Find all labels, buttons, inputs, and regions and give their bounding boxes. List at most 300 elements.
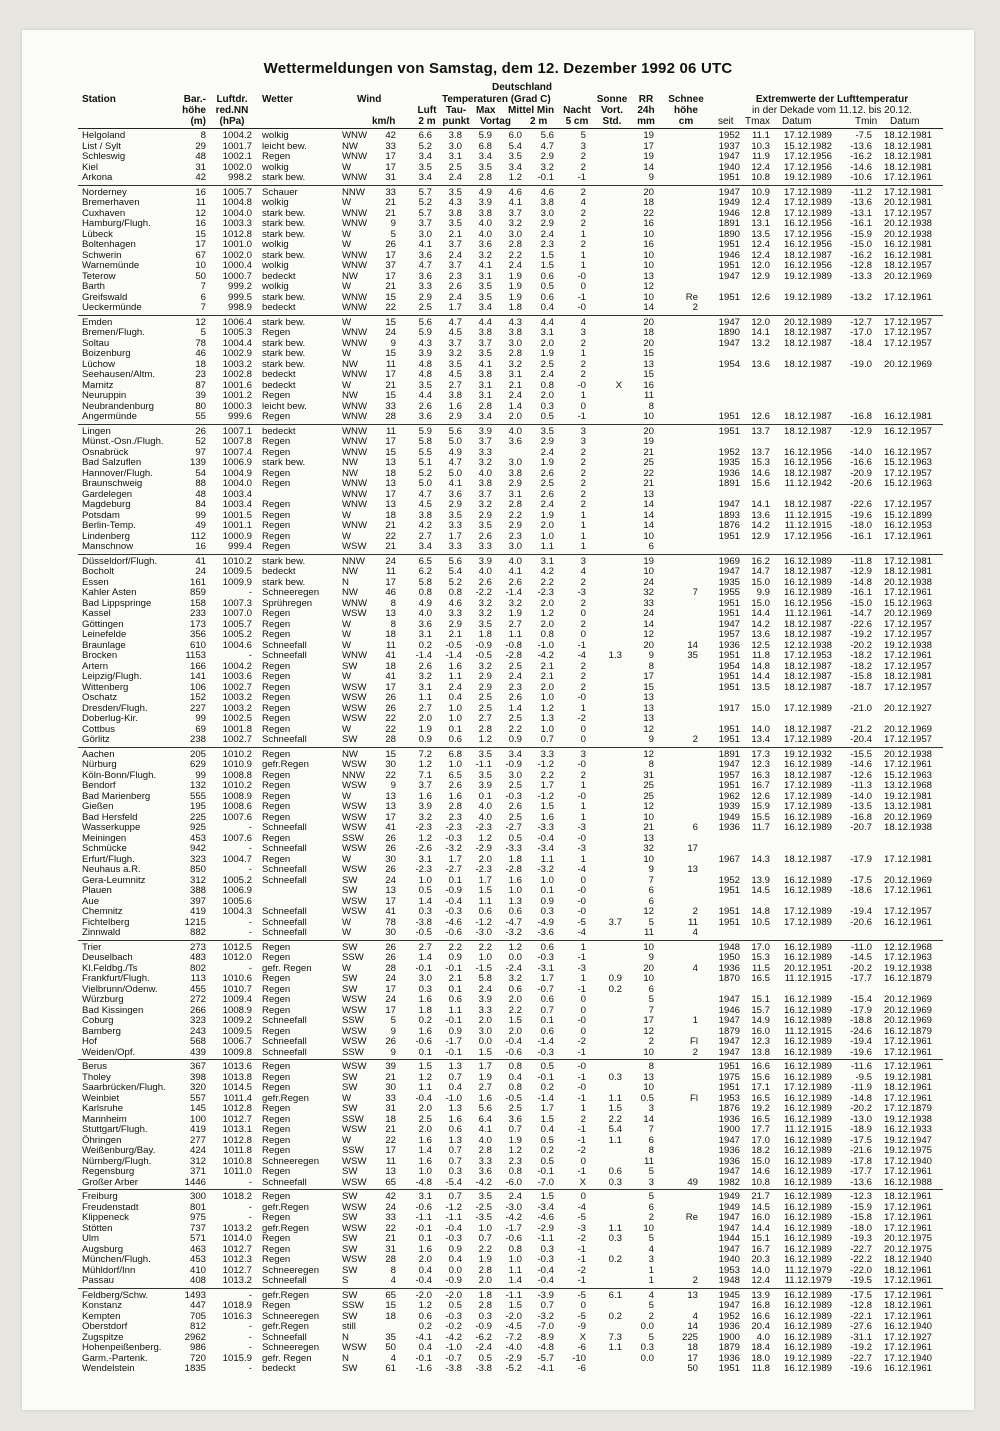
cell-wind-dir: NW	[342, 587, 358, 598]
cell-tmax-datum: 17.12.1956	[783, 161, 832, 173]
table-row	[22, 479, 974, 489]
cell-wind-speed: 42	[385, 130, 396, 141]
cell-taupunkt: 0.6	[448, 734, 462, 745]
cell-taupunkt: 0.1	[448, 983, 462, 995]
cell-rr: 9	[648, 952, 654, 963]
cell-max: 2.6	[478, 576, 492, 588]
cell-taupunkt: 3.5	[448, 358, 462, 370]
cell-luft: -0.6	[415, 1201, 432, 1213]
cell-mittel: 3.0	[508, 541, 522, 552]
cell-wetter: gefr. Regen	[262, 962, 312, 974]
cell-luftdruck: 1007.8	[222, 436, 252, 447]
cell-tmax: 13.1	[751, 218, 770, 229]
cell-mittel: -4.7	[505, 916, 522, 928]
cell-tmin-datum: 19.12.1938	[883, 962, 932, 974]
cell-max: 1.9	[478, 1254, 492, 1265]
cell-min: 4.4	[540, 316, 554, 328]
cell-seit: 1947	[718, 151, 740, 162]
cell-max: 4.9	[478, 186, 492, 198]
cell-seit: 1917	[718, 702, 740, 714]
cell-taupunkt: 0.9	[448, 1243, 462, 1255]
cell-wind-speed: 41	[385, 906, 396, 917]
cell-wetter: Schneefall	[262, 1036, 307, 1047]
cell-max: 2.9	[478, 681, 492, 693]
cell-tmax: 12.3	[751, 759, 770, 770]
cell-luftdruck: 1012.8	[222, 228, 252, 240]
cell-luftdruck: 999.4	[227, 541, 252, 552]
cell-seit: 1967	[718, 853, 740, 865]
cell-tmax: 16.7	[751, 1243, 770, 1255]
cell-luftdruck: -	[248, 1201, 252, 1213]
cell-luft: 5.9	[418, 327, 432, 338]
cell-luftdruck: 1007.0	[222, 608, 252, 619]
cell-wetter: Schauer	[262, 186, 298, 198]
cell-tmin: -19.2	[850, 629, 872, 640]
cell-luft: 5.8	[418, 576, 432, 588]
cell-mittel: 0.0	[508, 952, 522, 963]
cell-max: -3.5	[475, 1212, 492, 1223]
cell-nacht: 1	[580, 249, 586, 261]
cell-station: Hamburg/Flugh.	[82, 218, 151, 229]
cell-tmin-datum: 18.12.1961	[883, 1191, 932, 1202]
cell-tmax-datum: 18.12.1987	[783, 327, 832, 338]
cell-wetter: Regen	[262, 390, 291, 401]
table-row	[22, 907, 974, 917]
cell-tmax-datum: 18.12.1987	[783, 853, 832, 865]
cell-tmin: -11.8	[850, 555, 872, 567]
cell-wind-speed: 15	[385, 1300, 396, 1311]
cell-wetter: wolkig	[262, 260, 289, 271]
cell-wetter: Regen	[262, 530, 291, 542]
cell-min: 2.0	[540, 337, 554, 349]
cell-bar-hoehe: 48	[195, 488, 206, 500]
cell-mittel: 1.5	[508, 1015, 522, 1026]
cell-taupunkt: 3.6	[448, 488, 462, 500]
cell-tmin-datum: 17.12.1961	[883, 1036, 932, 1047]
cell-rr: 25	[643, 780, 654, 791]
cell-seit: 1891	[718, 748, 740, 760]
cell-luftdruck: 1009.5	[222, 566, 252, 577]
cell-seit: 1936	[718, 1145, 740, 1156]
cell-schnee: Re	[685, 1212, 698, 1223]
cell-nacht: 0	[580, 629, 586, 640]
cell-nacht: 0	[580, 281, 586, 292]
cell-bar-hoehe: 312	[189, 874, 206, 886]
cell-tmin-datum: 16.12.1981	[883, 249, 932, 261]
cell-tmax-datum: 17.12.1989	[783, 906, 832, 917]
cell-taupunkt: 2.2	[448, 941, 462, 953]
cell-luftdruck: 1008.9	[222, 1004, 252, 1016]
cell-rr: 24	[643, 608, 654, 619]
cell-luftdruck: 1006.7	[222, 1036, 252, 1047]
cell-rr: 10	[643, 411, 654, 422]
cell-wind-dir: NW	[342, 748, 358, 760]
cell-wind-dir: SSW	[342, 1145, 364, 1156]
cell-tmax-datum: 16.12.1989	[783, 1071, 832, 1083]
cell-wetter: gefr.Regen	[262, 1289, 309, 1301]
cell-luft: 1.1	[418, 1082, 432, 1093]
cell-luftdruck: 1010.2	[222, 748, 252, 760]
cell-station: Neubrandenburg	[82, 400, 155, 412]
cell-tmax-datum: 16.12.1989	[783, 994, 832, 1005]
cell-tmax: 12.9	[751, 270, 770, 282]
cell-wind-speed: 41	[385, 822, 396, 833]
table-row	[22, 542, 974, 552]
cell-seit: 1947	[718, 994, 740, 1005]
cell-tmin-datum: 17.12.1961	[883, 172, 932, 183]
cell-taupunkt: 1.0	[448, 759, 462, 770]
cell-tmax-datum: 16.12.1989	[783, 759, 832, 770]
cell-luftdruck: -	[248, 962, 252, 974]
cell-min: -1.2	[537, 759, 554, 770]
cell-nacht: -10	[572, 1352, 586, 1364]
table-row	[22, 381, 974, 391]
cell-bar-hoehe: 7	[200, 302, 206, 313]
cell-taupunkt: 2.4	[448, 172, 462, 183]
cell-rr: 25	[643, 790, 654, 802]
cell-seit: 1949	[718, 1191, 740, 1202]
cell-station: Teterow	[82, 270, 116, 282]
cell-mittel: 3.1	[508, 369, 522, 380]
cell-wetter: stark bew.	[262, 358, 306, 370]
cell-wetter: Regen	[262, 723, 291, 735]
cell-tmax: 14.4	[751, 671, 770, 682]
cell-bar-hoehe: 483	[189, 952, 206, 963]
cell-max: 3.2	[478, 457, 492, 468]
cell-sonne: X	[615, 379, 622, 391]
cell-max: -2.4	[475, 1342, 492, 1353]
cell-wetter: Regen	[262, 681, 291, 693]
cell-nacht: 2	[580, 446, 586, 458]
cell-bar-hoehe: 629	[189, 759, 206, 770]
cell-bar-hoehe: 145	[189, 1103, 206, 1114]
table-row	[22, 620, 974, 630]
cell-luft: 1.2	[418, 832, 432, 844]
cell-tmin-datum: 17.12.1961	[883, 885, 932, 896]
cell-taupunkt: 1.7	[448, 302, 462, 313]
cell-station: Seehausen/Altm.	[82, 369, 156, 380]
cell-station: Bad Marienberg	[82, 790, 151, 802]
cell-nacht: 2	[580, 769, 586, 781]
cell-bar-hoehe: 1215	[184, 916, 206, 928]
cell-rr: 5	[648, 1233, 654, 1244]
cell-luft: 6.5	[418, 555, 432, 567]
cell-wind-speed: 11	[386, 566, 396, 577]
cell-max: -2.3	[475, 864, 492, 875]
cell-station: Hannover/Flugh.	[82, 467, 153, 479]
cell-station: Greifswald	[82, 291, 128, 303]
cell-luftdruck: -	[248, 1321, 252, 1332]
cell-nacht: -1	[577, 291, 586, 303]
cell-min: 1.5	[540, 801, 554, 812]
cell-nacht: -3	[577, 843, 586, 854]
cell-wind-dir: NNW	[342, 769, 365, 781]
cell-station: Kahler Asten	[82, 587, 137, 598]
cell-bar-hoehe: 557	[189, 1092, 206, 1104]
cell-luft: 4.1	[418, 239, 432, 250]
cell-mittel: -4.2	[505, 1212, 522, 1223]
cell-station: Emden	[82, 316, 113, 328]
cell-tmax: 14.9	[751, 1015, 770, 1026]
cell-tmax: 10.5	[751, 916, 770, 928]
cell-tmin: -27.6	[850, 1321, 872, 1332]
cell-taupunkt: 5.0	[448, 436, 462, 447]
cell-tmin-datum: 16.12.1957	[883, 425, 932, 437]
cell-seit: 1947	[718, 618, 740, 630]
cell-seit: 1953	[718, 1092, 740, 1104]
cell-wetter: Schneefall	[262, 1331, 307, 1343]
cell-luftdruck: 1018.9	[222, 1300, 252, 1311]
cell-wind-dir: WSW	[342, 1155, 367, 1167]
cell-mittel: -3.2	[505, 927, 522, 938]
cell-min: -3.2	[537, 1310, 554, 1322]
cell-bar-hoehe: 5	[200, 327, 206, 338]
cell-tmax: 11.8	[752, 1363, 770, 1374]
cell-rr: 10	[643, 249, 654, 261]
cell-bar-hoehe: 266	[189, 1004, 206, 1016]
cell-max: 3.4	[478, 151, 492, 162]
cell-luft: 2.9	[418, 291, 432, 303]
cell-seit: 1952	[718, 130, 740, 141]
cell-rr: 5	[648, 994, 654, 1005]
cell-taupunkt: -1.0	[445, 1342, 462, 1353]
cell-seit: 1947	[718, 1015, 740, 1026]
cell-wind-dir: SW	[342, 1071, 358, 1083]
cell-nacht: -2	[577, 1145, 586, 1156]
cell-sonne: 0.3	[608, 1233, 622, 1244]
cell-luftdruck: 1003.2	[222, 692, 252, 703]
cell-min: 1.5	[540, 1113, 554, 1125]
header-temperaturen: Temperaturen (Grad C)	[442, 94, 551, 105]
cell-min: -3.1	[537, 962, 554, 974]
cell-wetter: Regen	[262, 541, 291, 552]
cell-wind-speed: 31	[385, 1243, 396, 1255]
cell-seit: 1951	[718, 291, 740, 303]
cell-tmin: -15.9	[850, 228, 872, 240]
cell-max: 1.5	[478, 1046, 492, 1058]
cell-taupunkt: 4.6	[448, 597, 462, 609]
cell-mittel: 3.6	[508, 1113, 522, 1125]
cell-seit: 1946	[718, 1004, 740, 1016]
cell-min: 1.9	[540, 457, 554, 468]
table-row	[22, 131, 974, 141]
cell-nacht: 1	[580, 801, 586, 812]
cell-wetter: Regen	[262, 520, 291, 531]
cell-max: 4.0	[478, 467, 492, 479]
cell-tmax-datum: 18.12.1987	[783, 629, 832, 640]
cell-taupunkt: 2.4	[448, 291, 462, 303]
cell-min: 0.7	[540, 1300, 554, 1311]
cell-wind-speed: 9	[390, 337, 396, 349]
cell-luftdruck: 1011.8	[223, 1145, 252, 1156]
header-luftdruck: Luftdr. red.NN (hPa)	[215, 94, 249, 127]
cell-tmax-datum: 16.12.1989	[783, 952, 832, 963]
cell-mittel: -2.8	[505, 650, 522, 661]
cell-tmin: -21.2	[850, 723, 872, 735]
cell-luftdruck: 1012.7	[222, 1243, 252, 1255]
table-row	[22, 1266, 974, 1276]
cell-station: Schwerin	[82, 249, 122, 261]
cell-rr: 0.3	[640, 1342, 654, 1353]
cell-seit: 1879	[718, 1342, 740, 1353]
cell-rr: 4	[648, 1243, 654, 1255]
cell-bar-hoehe: 453	[189, 1254, 206, 1265]
cell-wetter: wolkig	[262, 239, 289, 250]
table-row	[22, 1364, 974, 1374]
cell-nacht: -1	[577, 1254, 586, 1265]
cell-tmin-datum: 18.12.1961	[883, 1264, 932, 1276]
table-row	[22, 1146, 974, 1156]
cell-station: Köln-Bonn/Flugh.	[82, 769, 157, 781]
cell-wind-dir: SW	[342, 983, 358, 995]
cell-rr: 13	[643, 358, 654, 370]
cell-rr: 24	[643, 576, 654, 588]
cell-rr: 10	[643, 530, 654, 542]
cell-seit: 1936	[718, 1113, 740, 1125]
cell-nacht: 2	[580, 337, 586, 349]
cell-rr: 9	[648, 734, 654, 745]
cell-luftdruck: 1012.0	[222, 952, 252, 963]
cell-bar-hoehe: 132	[189, 780, 206, 791]
cell-wind-speed: 21	[385, 379, 396, 391]
cell-rr: 13	[643, 692, 654, 703]
cell-luftdruck: 1003.3	[222, 218, 252, 229]
cell-wetter: Regen	[262, 509, 291, 521]
cell-wind-dir: SW	[342, 1082, 358, 1093]
table-row	[22, 792, 974, 802]
cell-min: -4.2	[537, 650, 554, 661]
cell-luft: 0.1	[418, 1233, 432, 1244]
cell-station: Weinbiet	[82, 1092, 120, 1104]
cell-wetter: Regen	[262, 1004, 291, 1016]
cell-nacht: -6	[577, 1363, 586, 1374]
cell-nacht: 3	[580, 425, 586, 437]
table-row	[22, 641, 974, 651]
cell-luft: -2.6	[415, 843, 432, 854]
cell-min: -7.0	[537, 1321, 554, 1332]
cell-min: 1.7	[540, 973, 554, 984]
cell-bar-hoehe: 24	[195, 566, 206, 577]
cell-luftdruck: -	[248, 843, 252, 854]
cell-luft: 1.4	[418, 895, 432, 907]
cell-mittel: 2.4	[508, 390, 522, 401]
cell-station: Schmücke	[82, 843, 127, 854]
cell-mittel: 1.9	[508, 291, 522, 303]
cell-station: Bad Salzuflen	[82, 457, 142, 468]
cell-nacht: 2	[580, 478, 586, 489]
cell-tmin-datum: 20.12.1969	[883, 608, 932, 619]
cell-taupunkt: 0.7	[448, 1071, 462, 1083]
header-bar-hoehe: Bar.- höhe (m)	[182, 94, 206, 127]
cell-seit: 1951	[718, 239, 740, 250]
cell-rr: 12	[643, 801, 654, 812]
cell-luft: 5.9	[418, 425, 432, 437]
cell-wind-dir: WSW	[342, 1201, 367, 1213]
cell-tmin-datum: 13.12.1968	[883, 780, 932, 791]
cell-tmax-datum: 16.12.1989	[783, 941, 832, 953]
cell-station: Plauen	[82, 885, 112, 896]
cell-station: Zinnwald	[82, 927, 121, 938]
table-row	[22, 500, 974, 510]
table-row	[22, 1276, 974, 1286]
cell-tmax-datum: 16.12.1956	[783, 597, 832, 609]
cell-wind-speed: 21	[385, 541, 396, 552]
cell-station: Fichtelberg	[82, 916, 130, 928]
cell-mittel: 1.2	[508, 941, 522, 953]
cell-wetter: Regen	[262, 660, 291, 672]
cell-station: Soltau	[82, 337, 110, 349]
cell-seit: 1982	[718, 1176, 740, 1188]
cell-max: 2.7	[478, 713, 492, 724]
cell-wind-dir: W	[342, 927, 352, 938]
cell-rr: 19	[643, 151, 654, 162]
cell-taupunkt: 6.8	[448, 748, 462, 760]
cell-tmin-datum: 17.12.1961	[883, 1201, 932, 1213]
cell-mittel: -7.2	[505, 1331, 522, 1343]
cell-bar-hoehe: 320	[189, 1082, 206, 1093]
cell-tmax-datum: 16.12.1989	[783, 1321, 832, 1332]
cell-station: Garm.-Partenk.	[82, 1352, 148, 1364]
cell-luftdruck: 1018.2	[222, 1191, 252, 1202]
cell-station: Artern	[82, 660, 109, 672]
cell-bar-hoehe: 243	[189, 1025, 206, 1037]
cell-luftdruck: -	[248, 927, 252, 938]
cell-station: Freiburg	[82, 1191, 118, 1202]
cell-wind-speed: 17	[385, 681, 396, 693]
cell-max: 3.9	[478, 425, 492, 437]
cell-min: 1.0	[540, 723, 554, 735]
cell-mittel: 1.1	[508, 629, 522, 640]
cell-rr: 11	[644, 390, 654, 401]
cell-luftdruck: 1004.7	[222, 853, 252, 865]
cell-taupunkt: -0.7	[445, 1352, 462, 1364]
cell-luft: 3.4	[418, 172, 432, 183]
cell-taupunkt: 3.1	[448, 151, 462, 162]
cell-max: 3.5	[478, 520, 492, 531]
cell-seit: 1969	[718, 555, 740, 567]
cell-nacht: -0	[577, 906, 586, 917]
cell-wind-dir: SW	[342, 941, 358, 953]
cell-taupunkt: 4.7	[448, 316, 462, 328]
cell-wind-speed: 15	[385, 390, 396, 401]
header-wind: Wind	[357, 94, 382, 105]
cell-tmin: -18.0	[850, 520, 872, 531]
cell-mittel: 1.0	[508, 1254, 522, 1265]
cell-station: Konstanz	[82, 1300, 123, 1311]
cell-max: 3.2	[478, 597, 492, 609]
cell-wind-speed: 21	[385, 1124, 396, 1135]
cell-taupunkt: -0.3	[445, 1310, 462, 1322]
cell-taupunkt: -3.8	[445, 1363, 462, 1374]
cell-taupunkt: 0.1	[448, 723, 462, 735]
cell-tmax-datum: 19.12.1932	[783, 748, 832, 760]
cell-station: München/Flugh.	[82, 1254, 151, 1265]
cell-tmin: -13.1	[850, 207, 872, 219]
cell-tmin-datum: 17.12.1957	[883, 618, 932, 630]
cell-max: 3.4	[478, 302, 492, 313]
cell-luftdruck: 1002.8	[222, 369, 252, 380]
table-row	[22, 1083, 974, 1093]
header-mittel-min: Mittel Min	[508, 105, 555, 116]
cell-sonne: 6.1	[608, 1289, 622, 1301]
cell-tmin-datum: 20.12.1981	[883, 197, 932, 208]
cell-mittel: 0.7	[508, 1124, 522, 1135]
table-row	[22, 683, 974, 693]
cell-min: 2.5	[540, 478, 554, 489]
cell-min: 2.2	[540, 576, 554, 588]
cell-wetter: bedeckt	[262, 302, 296, 313]
cell-luftdruck: 1013.2	[222, 1275, 252, 1286]
